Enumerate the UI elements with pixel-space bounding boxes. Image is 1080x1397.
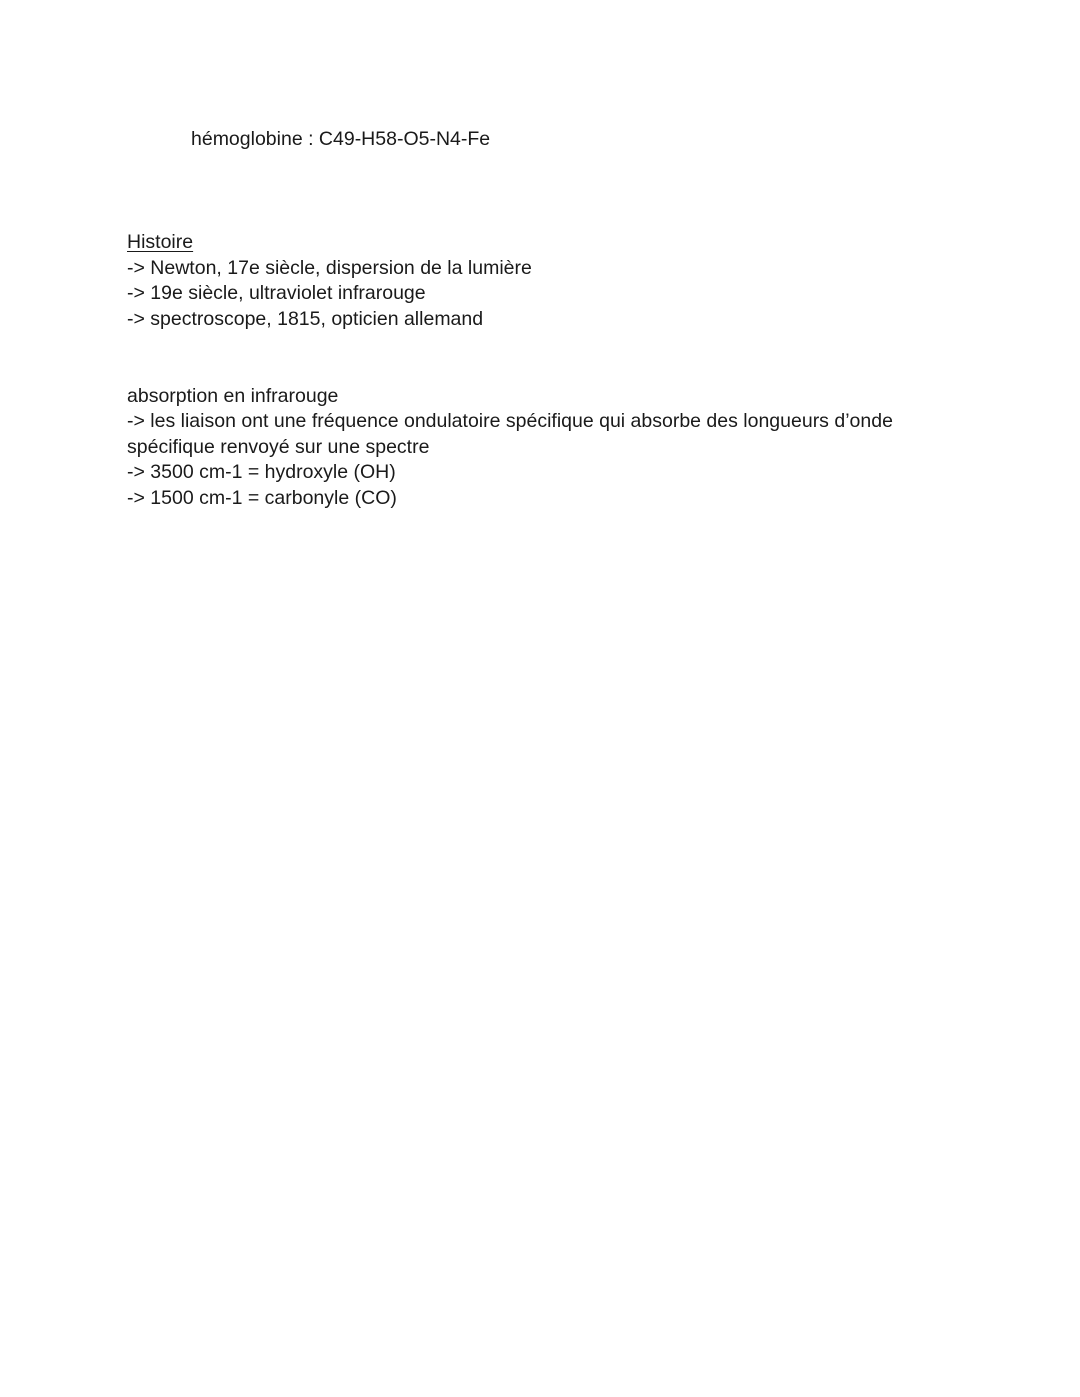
hemoglobin-formula: hémoglobine : C49-H58-O5-N4-Fe [191,128,491,150]
infrared-line: -> les liaison ont une fréquence ondulatoire spécifique qui absorbe des longueurs d’onde [127,410,893,432]
infrared-line: -> 3500 cm-1 = hydroxyle (OH) [127,461,396,483]
history-item: -> 19e siècle, ultraviolet infrarouge [127,282,426,304]
history-item: -> spectroscope, 1815, opticien allemand [127,308,484,330]
infrared-line: -> 1500 cm-1 = carbonyle (CO) [127,487,397,509]
history-item: -> Newton, 17e siècle, dispersion de la lumière [127,257,532,279]
infrared-heading: absorption en infrarouge [127,385,339,407]
history-heading: Histoire [127,231,194,253]
infrared-line: spécifique renvoyé sur une spectre [127,436,430,458]
